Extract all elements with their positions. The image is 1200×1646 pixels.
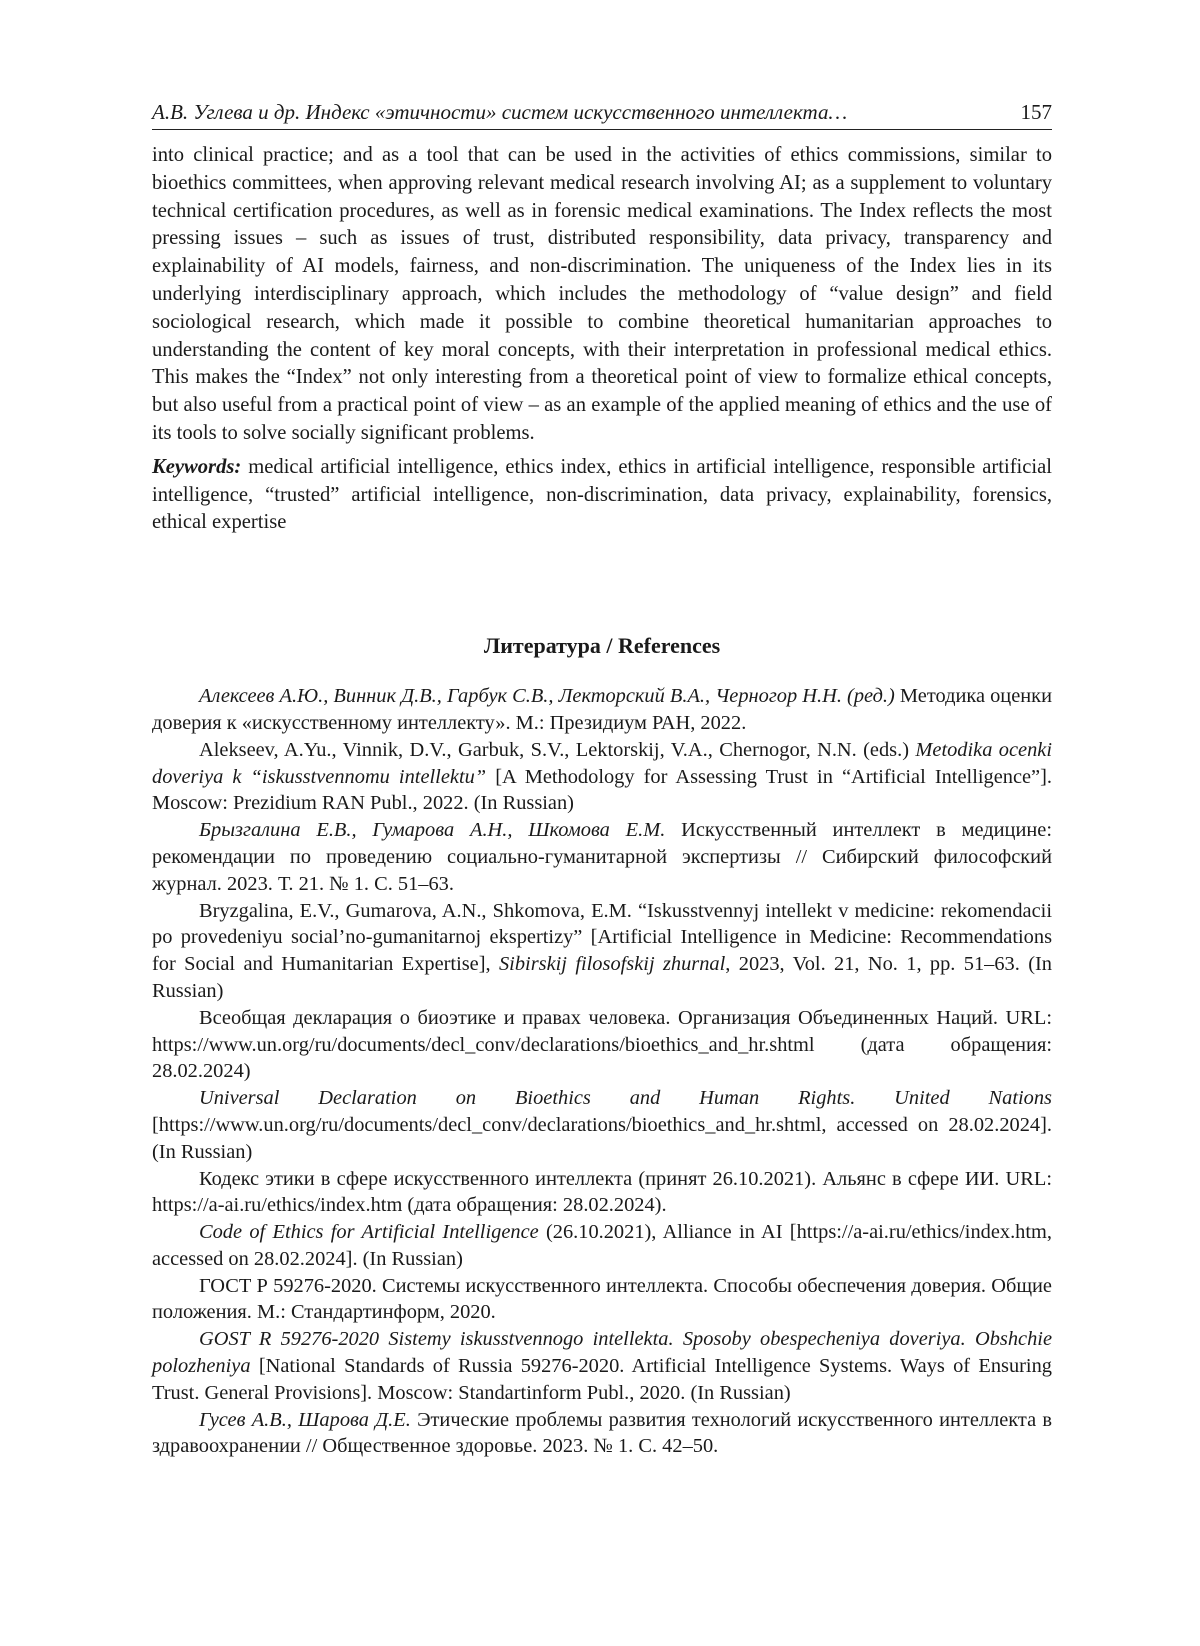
keywords-paragraph [152, 454, 1052, 537]
reference-item [152, 1166, 1052, 1220]
ref-journal: Sibirskij filosofskij zhurnal [498, 953, 726, 976]
ref-title: Universal Declaration on Bioethics and Human Rights. United Nations [199, 1087, 1052, 1110]
ref-text: Bryzgalina, E.V., Gumarova, A.N., Shkomova, E.M. “Iskusstvennyj intellekt v medicine: rekomendacii po provedeniyu social’no-gumanitarnoj ekspertizy” [Artificial Intelligence in Medicine: Recommendations for Social and Humanitarian Expertise], [152, 899, 1052, 976]
reference-item [152, 1219, 1052, 1273]
ref-authors: Брызгалина Е.В., Гумарова А.Н., Шкомова Е.М. [199, 819, 666, 842]
abstract-continuation: into clinical practice; and as a tool that can be used in the activities of ethics commissions, similar to bioethics committees, when approving relevant medical research involving AI; as a supplement to voluntary technical certification procedures, as well as in forensic medical examinations. The Index reflects the most pressing issues – such as issues of trust, distributed responsibility, data privacy, transparency and explainability of AI models, fairness, and non-discrimination. The uniqueness of the Index lies in its underlying interdisciplinary approach, which includes the methodology of “value design” and field sociological research, which made it possible to combine theoretical humanitarian approaches to understanding the content of key moral concepts, with their interpretation in professional medical ethics. This makes the “Index” not only interesting from a theoretical point of view to formalize ethical concepts, but also useful from a practical point of view – as an example of the applied meaning of ethics and the use of its tools to solve socially significant problems. [152, 144, 1052, 444]
ref-text: ГОСТ Р 59276-2020. Системы искусственного интеллекта. Способы обеспечения доверия. Общие положения. М.: Стандартинформ, 2020. [152, 1274, 1052, 1324]
references-heading: Литература / References [483, 633, 721, 659]
ref-text: [National Standards of Russia 59276-2020. Artificial Intelligence Systems. Ways of Ensuring Trust. General Provisions]. Moscow: Standartinform Publ., 2020. (In Russian) [152, 1355, 1052, 1404]
reference-item [152, 1407, 1052, 1461]
ref-text: Методика оценки доверия к «искусственному интеллекту». М.: Президиум РАН, 2022. [152, 685, 1053, 734]
ref-title: Code of Ethics for Artificial Intelligence [199, 1221, 539, 1244]
keywords-text: medical artificial intelligence, ethics index, ethics in artificial intelligence, responsible artificial intelligence, “trusted” artificial intelligence, non-discrimination, data privacy, explainability, forensics, ethical expertise [152, 455, 1052, 534]
ref-text: [https://www.un.org/ru/documents/decl_conv/declarations/bioethics_and_hr.shtml, accessed on 28.02.2024]. (In Russian) [152, 1113, 1052, 1163]
reference-list [152, 683, 1052, 1460]
reference-item [152, 1085, 1052, 1165]
ref-authors: Алексеев А.Ю., Винник Д.В., Гарбук С.В., Лекторский В.А., Черногор Н.Н. (ред.) [199, 685, 895, 708]
reference-item [152, 737, 1052, 817]
ref-text: Кодекс этики в сфере искусственного интеллекта (принят 26.10.2021). Альянс в сфере ИИ. URL: https://a-ai.ru/ethics/index.htm (дата обращения: 28.02.2024). [152, 1167, 1052, 1217]
reference-item [152, 817, 1052, 897]
ref-title: Metodika ocenki doveriya k “iskusstvennomu intellektu” [152, 738, 1053, 788]
ref-text: (26.10.2021), Alliance in AI [https://a-ai.ru/ethics/index.htm, accessed on 28.02.2024]. (In Russian) [152, 1221, 1052, 1270]
reference-item [152, 683, 1052, 737]
reference-item [152, 1273, 1052, 1327]
keywords-label: Keywords: [152, 455, 242, 478]
ref-text: Искусственный интеллект в медицине: рекомендации по проведению социально-гуманитарной экспертизы // Сибирский философский журнал. 2023. Т. 21. № 1. С. 51–63. [152, 819, 1052, 895]
running-header [152, 100, 1052, 130]
ref-authors: Гусев А.В., Шарова Д.Е. [199, 1408, 411, 1431]
page-number: 157 [1020, 100, 1052, 124]
running-title: А.В. Углева и др. Индекс «этичности» систем искусственного интеллекта… [152, 100, 848, 124]
reference-item [152, 1326, 1052, 1406]
ref-authors: Alekseev, A.Yu., Vinnik, D.V., Garbuk, S.V., Lektorskij, V.A., Chernogor, N.N. (eds.) [199, 738, 916, 761]
reference-item [152, 1005, 1052, 1085]
ref-text: Всеобщая декларация о биоэтике и правах человека. Организация Объединенных Наций. URL: https://www.un.org/ru/documents/decl_conv/declarations/bioethics_and_hr.shtml (дата обращения: 28.02.2024) [152, 1006, 1052, 1083]
ref-text: , 2023, Vol. 21, No. 1, pp. 51–63. (In Russian) [152, 953, 1052, 1002]
ref-title: GOST R 59276-2020 Sistemy iskusstvennogo intellekta. Sposoby obespecheniya doveriya. Obshchie polozheniya [152, 1328, 1052, 1378]
reference-item [152, 898, 1052, 1005]
ref-text: Этические проблемы развития технологий искусственного интеллекта в здравоохранении // Общественное здоровье. 2023. № 1. С. 42–50. [152, 1408, 1052, 1458]
ref-text: [A Methodology for Assessing Trust in “Artificial Intelligence”]. Moscow: Prezidium RAN Publ., 2022. (In Russian) [152, 765, 1052, 815]
journal-page [152, 100, 1052, 1460]
